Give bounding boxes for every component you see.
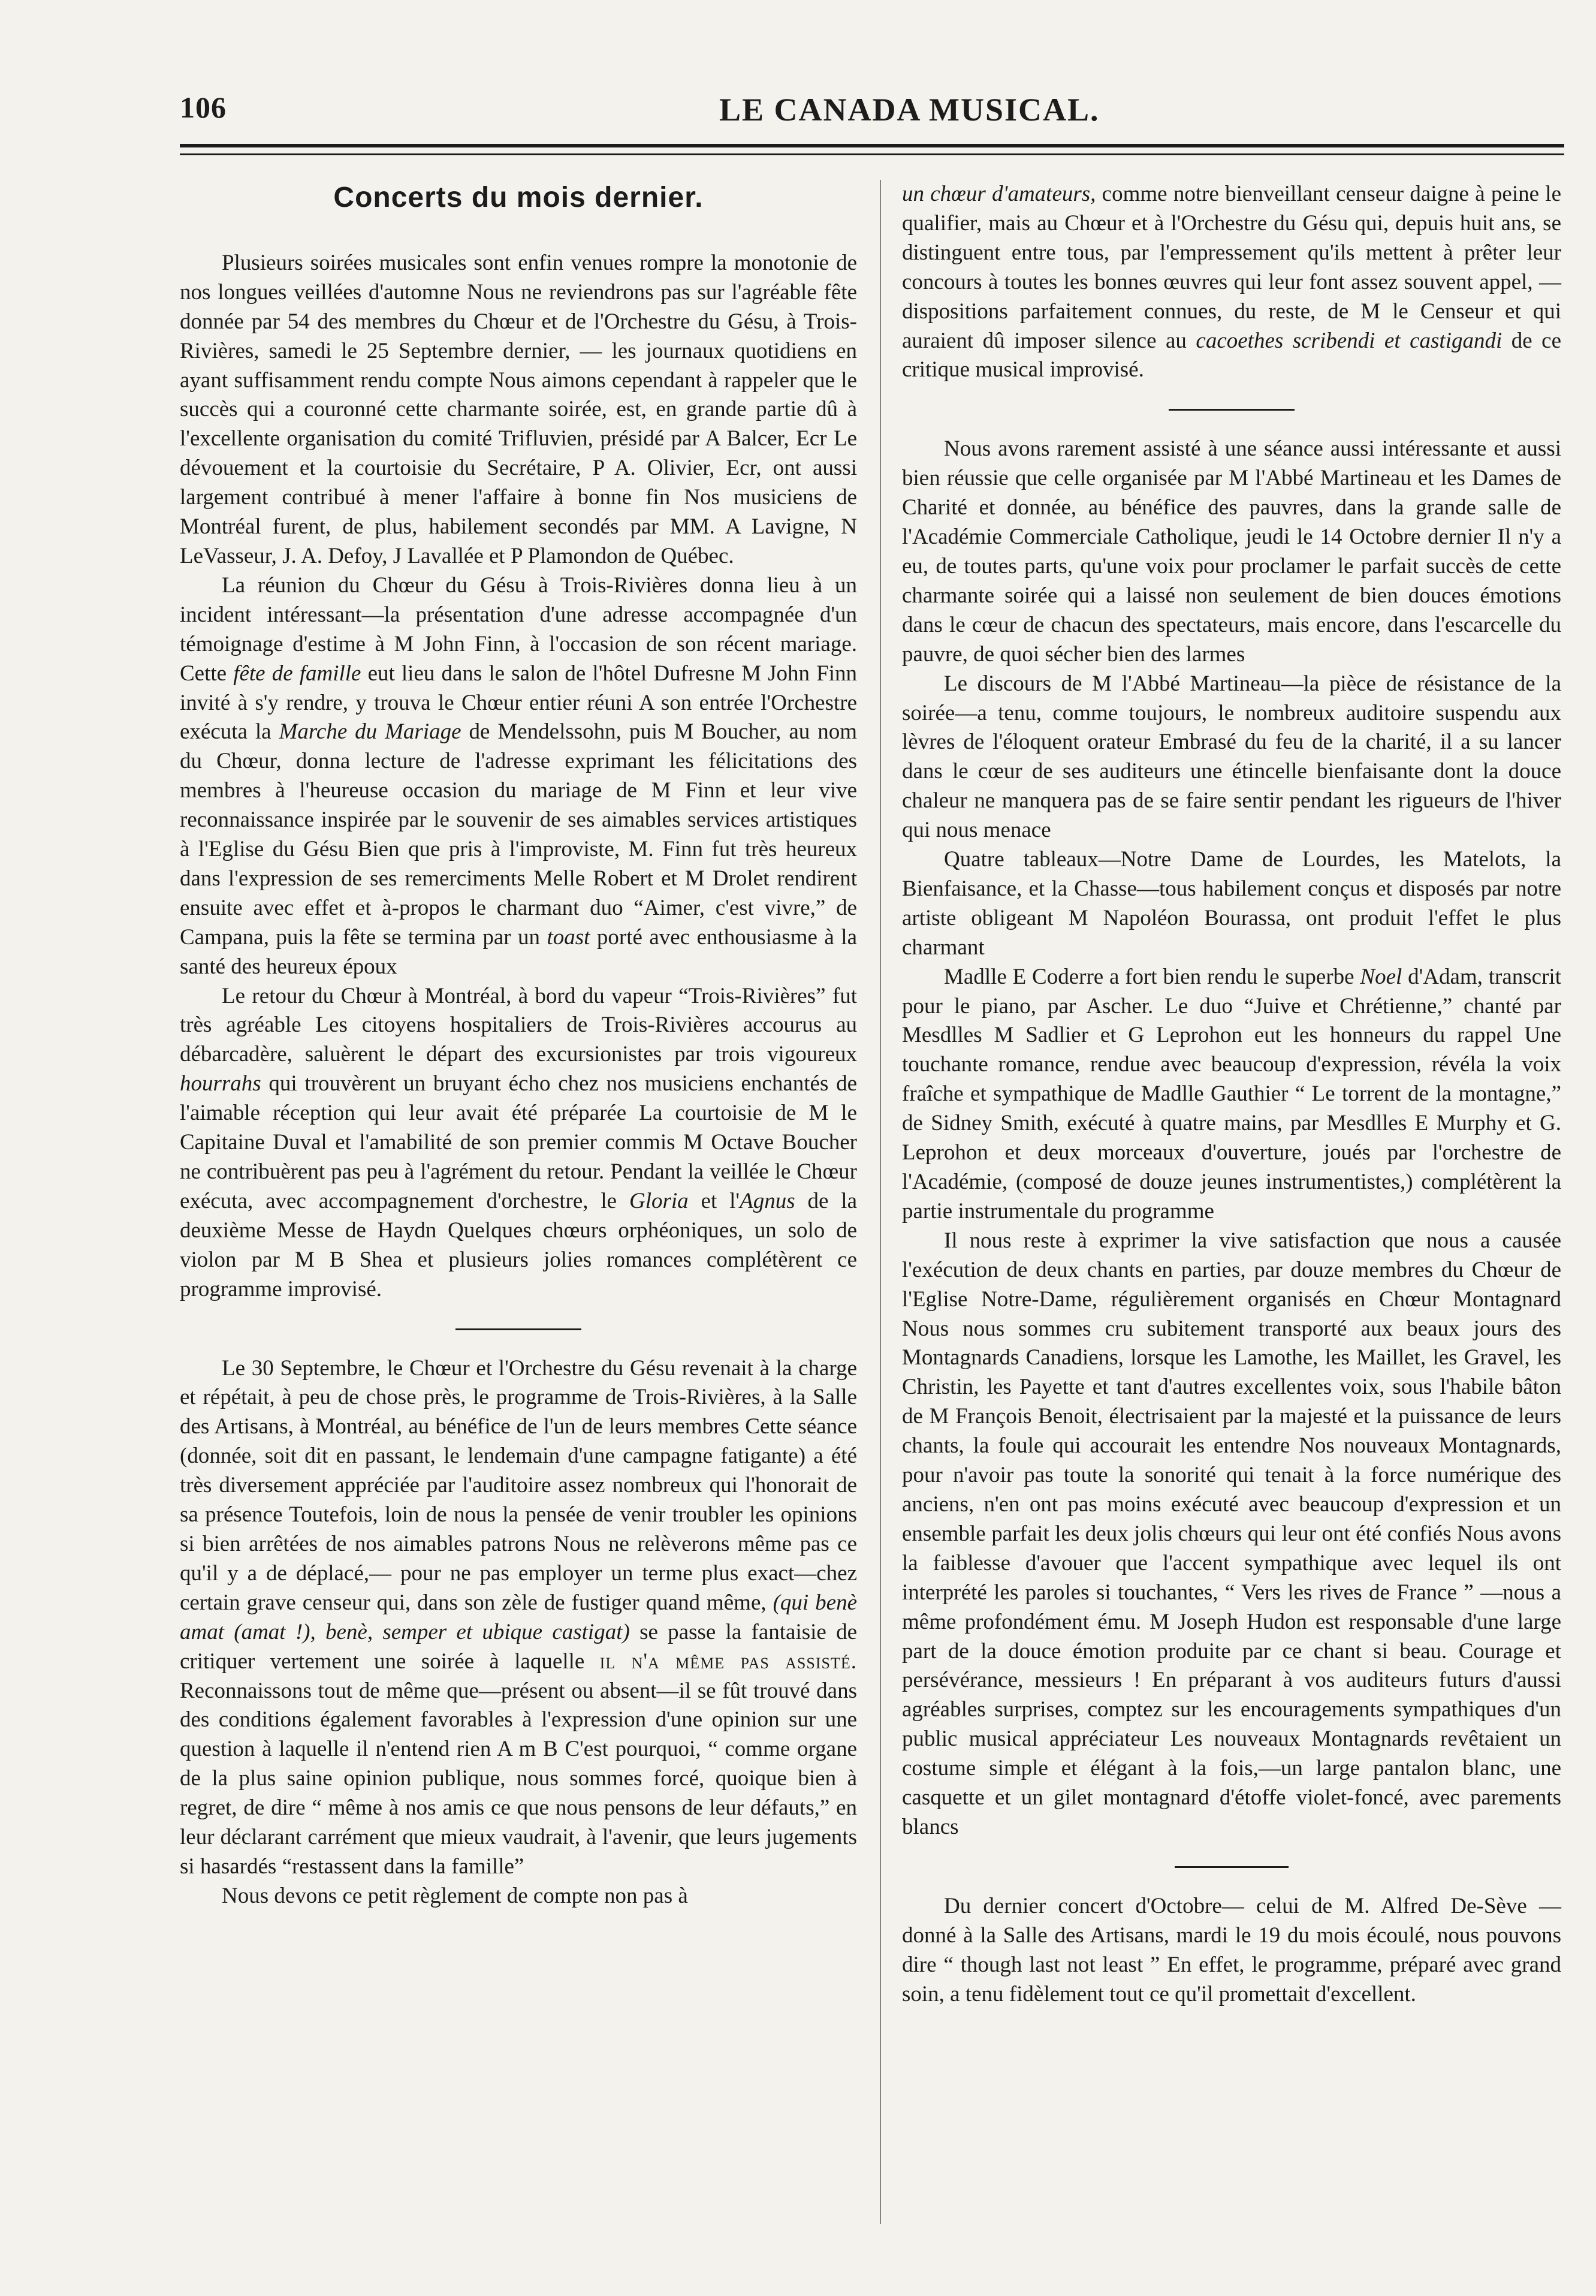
paragraph: Quatre tableaux—Notre Dame de Lourdes, les Matelots, la Bienfaisance, et la Chasse—tous habilement conçus et disposés par notre artiste obligeant M Napoléon Bourassa, ont produit l'effet le plus charmant xyxy=(902,847,1561,960)
text-run: de Mendelssohn, puis M Boucher, au nom du Chœur, donna lecture de l'adresse exprimant les félicitations des membres à l'heureuse occasion du mariage de M Finn et leur vive reconnaissance inspirée par le souvenir de ses aimables services artistiques à l'Eglise du Gésu Bien que pris à l'improviste, M. Finn fut très heureux dans l'expression de ses remerciments Melle Robert et M Drolet rendirent ensuite avec effet et à-propos le charmant duo “Aimer, c'est vivre,” de Campana, puis la fête se termina par un xyxy=(180,719,857,950)
paragraph xyxy=(902,180,1561,385)
paragraph: Du dernier concert d'Octobre— celui de M. Alfred De-Sève — donné à la Salle des Artisans, mardi le 19 du mois écoulé, nous pouvons dire “ though last not least ” En effet, le programme, préparé avec grand soin, a tenu fidèlement tout ce qu'il promettait d'excellent. xyxy=(902,1893,1561,2006)
text-run: qui trouvèrent un bruyant écho chez nos musiciens enchantés de l'aimable réception qui leur avait été préparée La courtoisie de M le Capitaine Duval et l'amabilité de son premier commis M Octave Boucher ne contribuèrent pas peu à l'agrément du retour. Pendant la veillée le Chœur exécuta, avec accompagnement d'orchestre, le xyxy=(180,1071,857,1213)
text-run: Le 30 Septembre, le Chœur et l'Orchestre du Gésu revenait à la charge et répétait, à peu de chose près, le programme de Trois-Rivières, à la Salle des Artisans, à Montréal, au bénéfice de l'un de leurs membres Cette séance (donnée, soit dit en passant, le lendemain d'une campagne fatigante) a été très diversement appréciée par l'auditoire assez nombreux qui l'honorait de sa présence Toutefois, loin de nous la pensée de venir troubler les opinions si bien arrêtées de nos aimables patrons Nous ne relèverons même pas ce qu'il y a de déplacé,— pour ne pas employer un terme plus exact—chez certain grave censeur qui, dans son zèle de fustiger quand même, xyxy=(180,1355,857,1615)
masthead-title: LE CANADA MUSICAL. xyxy=(719,92,1100,128)
text-run: de ce critique musical improvisé. xyxy=(902,328,1561,382)
italic-run: Agnus xyxy=(740,1188,795,1213)
text-run: d'Adam, transcrit pour le piano, par Ascher. Le duo “Juive et Chrétienne,” chanté par Mesdlles M Sadlier et G Leprohon eut les honneurs du rappel Une touchante romance, rendue avec beaucoup d'expression, révéla la voix fraîche et sympathique de Madlle Gauthier “ Le torrent de la montagne,” de Sidney Smith, exécuté à quatre mains, par Mesdlles E Murphy et G. Leprohon et deux morceaux d'ouverture, joués par l'orchestre de l'Académie, (composé de douze jeunes instrumentistes,) complétèrent la partie instrumentale du programme xyxy=(902,964,1561,1224)
small-caps-run: il n'a même pas assisté. xyxy=(599,1649,857,1674)
text-run: se passe la fantaisie de critiquer vertement une soirée à laquelle xyxy=(180,1619,857,1674)
text-run: de la deuxième Messe de Haydn Quelques chœurs orphéoniques, un solo de violon par M B Shea et plusieurs jolies romances complétèrent ce programme improvisé. xyxy=(180,1188,858,1301)
italic-run: toast xyxy=(547,924,590,950)
article-headline: Concerts du mois dernier. xyxy=(333,182,704,213)
text-run: Le retour du Chœur à Montréal, à bord du vapeur “Trois-Rivières” fut très agréable Les citoyens hospitaliers de Trois-Rivières accourus au débarcadère, saluèrent le départ des excursionistes par trois vigoureux xyxy=(180,983,857,1067)
paragraph: Le discours de M l'Abbé Martineau—la pièce de résistance de la soirée—a tenu, comme toujours, le nombreux auditoire suspendu aux lèvres de l'éloquent orateur Embrasé du feu de la charité, il a su lancer dans le cœur de ses auditeurs une étincelle bienfaisante dont la douce chaleur ne manquera pas de se faire sentir pendant les rigueurs de l'hiver qui nous menace xyxy=(902,671,1561,843)
paragraph: Il nous reste à exprimer la vive satisfaction que nous a causée l'exécution de deux chants en parties, par douze membres du Chœur de l'Eglise Notre-Dame, régulièrement organisés en Chœur Montagnard Nous nous sommes cru subitement transporté aux beaux jours des Montagnards Canadiens, lorsque les Lamothe, les Maillet, les Gravel, les Christin, les Payette et tant d'autres excellentes voix, sous l'habile bâton de M François Benoit, électrisaient par la majesté et la puissance de leurs chants, la foule qui accourait les entendre Nos nouveaux Montagnards, pour n'avoir pas toute la sonorité qui tenait à la force numérique des anciens, n'en ont pas moins exécuté avec beaucoup d'expression et un ensemble parfait les deux jolis chœurs qui leur ont été confiés Nous avons la faiblesse d'avouer que l'accent sympathique avec lequel ils ont interprété les paroles si touchantes, “ Vers les rives de France ” —nous a même profondément ému. M Joseph Hudon est responsable d'une large part de la douce émotion produite par ce chant si beau. Courage et persévérance, messieurs ! En préparant à vos auditeurs futurs d'aussi agréables surprises, comptez sur les encouragements sympathiques d'un public musical appréciateur Les nouveaux Montagnards revêtaient un costume simple et élégant à la fois,—un large pantalon blanc, une casquette et un gilet montagnard d'étoffe violet-foncé, avec parements blancs xyxy=(902,1228,1561,1839)
italic-run: Gloria xyxy=(629,1188,689,1213)
column-divider xyxy=(880,180,881,2224)
text-run: porté avec enthousiasme à la santé des heureux époux xyxy=(180,924,857,979)
italic-run: Noel xyxy=(1360,964,1402,989)
section-separator xyxy=(455,1328,581,1330)
text-run: Madlle E Coderre a fort bien rendu le superbe xyxy=(944,964,1360,989)
text-run: Reconnaissons tout de même que—présent ou absent—il se fût trouvé dans des conditions également favorables à l'expression d'une opinion sur une question à laquelle il n'entend rien A m B C'est pourquoi, “ comme organe de la plus saine opinion publique, nous sommes forcé, quoique bien à regret, de dire “ même à nos amis ce que nous pensons de leur défauts,” en leur déclarant carrément que mieux vaudrait, à l'avenir, que leurs jugements si hasardés “restassent dans la famille” xyxy=(180,1678,857,1879)
right-column xyxy=(902,180,1561,2009)
header-rule-thin xyxy=(180,153,1564,155)
paragraph: Nous devons ce petit règlement de compte non pas à xyxy=(222,1883,688,1908)
paragraph xyxy=(902,963,1561,1227)
paragraph xyxy=(180,571,857,982)
text-run: comme notre bienveillant censeur daigne à peine le qualifier, mais au Chœur et à l'Orchestre du Gésu qui, depuis huit ans, se distinguent entre tous, par l'empressement qu'ils mettent à prêter leur concours à toutes les bonnes œuvres qui leur font assez souvent appel, — dispositions parfaitement connues, du reste, de M le Censeur et qui auraient dû imposer silence au xyxy=(902,182,1561,353)
italic-run: cacoethes scribendi et castigandi xyxy=(1196,328,1503,353)
text-run: La réunion du Chœur du Gésu à Trois-Rivières donna lieu à un incident intéressant—la présentation d'une adresse accompagnée d'un témoignage d'estime à M John Finn, à l'occasion de son récent mariage. Cette xyxy=(180,573,857,686)
paragraph: Nous avons rarement assisté à une séance aussi intéressante et aussi bien réussie que celle organisée par M l'Abbé Martineau et les Dames de Charité et donnée, au bénéfice des pauvres, dans la grande salle de l'Académie Commerciale Catholique, jeudi le 14 Octobre dernier Il n'y a eu, de toutes parts, qu'une voix pour proclamer le parfait succès de cette charmante soirée qui a laissé non seulement de bien douces émotions dans le cœur de chacun des spectateurs, mais encore, dans l'escarcelle du pauvre, de quoi sécher bien des larmes xyxy=(902,436,1561,667)
section-separator xyxy=(1175,1866,1289,1868)
italic-run: Marche du Mariage xyxy=(279,719,461,745)
text-run: et l' xyxy=(688,1188,740,1213)
paragraph xyxy=(180,982,857,1304)
paragraph: Plusieurs soirées musicales sont enfin venues rompre la monotonie de nos longues veillées d'automne Nous ne reviendrons pas sur l'agréable fête donnée par 54 des membres du Chœur et de l'Orchestre du Gésu, à Trois-Rivières, samedi le 25 Septembre dernier, — les journaux quotidiens en ayant suffisamment rendu compte Nous aimons cependant à rappeler que le succès qui a couronné cette charmante soirée, est, en grande partie dû à l'excellente organisation du comité Trifluvien, présidé par A Balcer, Ecr Le dévouement et la courtoisie du Secrétaire, P A. Olivier, Ecr, ont aussi largement contribué à mener l'affaire à bonne fin Nos musiciens de Montréal furent, de plus, habilement secondés par MM. A Lavigne, N LeVasseur, J. A. Defoy, J Lavallée et P Plamondon de Québec. xyxy=(180,250,857,568)
text-run: eut lieu dans le salon de l'hôtel Dufresne M John Finn invité à s'y rendre, y trouva le Chœur entier réuni A son entrée l'Orchestre exécuta la xyxy=(180,661,857,745)
page-number: 106 xyxy=(180,91,227,124)
header-rule-thick xyxy=(180,144,1564,147)
italic-run: hourrahs xyxy=(180,1071,261,1096)
italic-run: un chœur d'amateurs, xyxy=(902,182,1096,206)
left-column xyxy=(180,180,857,1911)
section-separator xyxy=(1169,409,1295,411)
italic-run: (qui benè amat (amat !), benè, semper et ubique castigat) xyxy=(180,1590,857,1644)
italic-run: fête de famille xyxy=(233,661,361,686)
paragraph xyxy=(180,1354,857,1882)
